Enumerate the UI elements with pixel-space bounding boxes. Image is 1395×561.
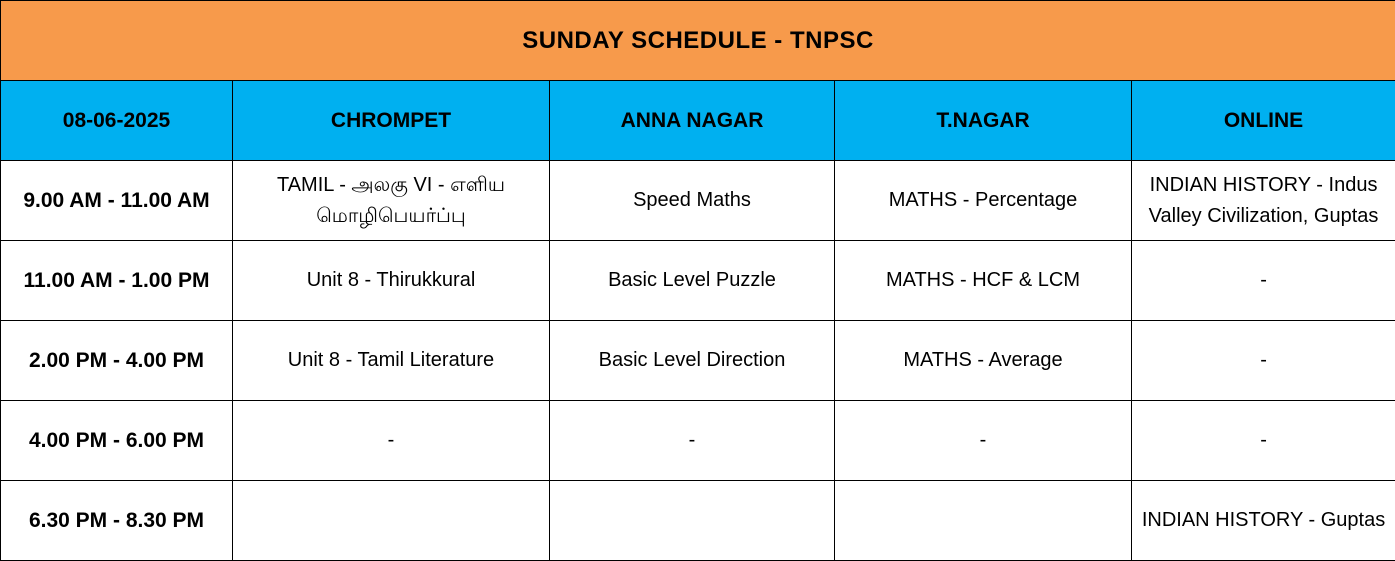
header-date: 08-06-2025 <box>1 81 233 161</box>
session-cell <box>233 481 550 561</box>
title-row <box>1 1 1395 81</box>
session-cell <box>835 481 1132 561</box>
time-slot: 4.00 PM - 6.00 PM <box>1 401 233 481</box>
session-cell: MATHS - HCF & LCM <box>835 241 1132 321</box>
time-slot: 11.00 AM - 1.00 PM <box>1 241 233 321</box>
header-location-online: ONLINE <box>1132 81 1395 161</box>
table-row <box>1 241 1395 321</box>
header-row <box>1 81 1395 161</box>
session-cell: Unit 8 - Thirukkural <box>233 241 550 321</box>
session-cell: - <box>1132 321 1395 401</box>
table-row <box>1 481 1395 561</box>
session-cell: Basic Level Puzzle <box>550 241 835 321</box>
session-cell: - <box>550 401 835 481</box>
session-cell: - <box>1132 241 1395 321</box>
table-row <box>1 161 1395 241</box>
session-cell: Unit 8 - Tamil Literature <box>233 321 550 401</box>
session-cell: Basic Level Direction <box>550 321 835 401</box>
session-cell <box>550 481 835 561</box>
session-cell: TAMIL - அலகு VI - எளிய மொழிபெயர்ப்பு <box>233 161 550 241</box>
session-cell: MATHS - Percentage <box>835 161 1132 241</box>
session-cell: Speed Maths <box>550 161 835 241</box>
table-row <box>1 321 1395 401</box>
session-cell: INDIAN HISTORY - Guptas <box>1132 481 1395 561</box>
time-slot: 6.30 PM - 8.30 PM <box>1 481 233 561</box>
session-cell: MATHS - Average <box>835 321 1132 401</box>
time-slot: 2.00 PM - 4.00 PM <box>1 321 233 401</box>
session-cell: - <box>835 401 1132 481</box>
header-location-anna-nagar: ANNA NAGAR <box>550 81 835 161</box>
header-location-t-nagar: T.NAGAR <box>835 81 1132 161</box>
session-cell: - <box>233 401 550 481</box>
session-cell: - <box>1132 401 1395 481</box>
header-location-chrompet: CHROMPET <box>233 81 550 161</box>
schedule-title: SUNDAY SCHEDULE - TNPSC <box>1 1 1395 81</box>
session-cell: INDIAN HISTORY - Indus Valley Civilization, Guptas <box>1132 161 1395 241</box>
table-row <box>1 401 1395 481</box>
time-slot: 9.00 AM - 11.00 AM <box>1 161 233 241</box>
